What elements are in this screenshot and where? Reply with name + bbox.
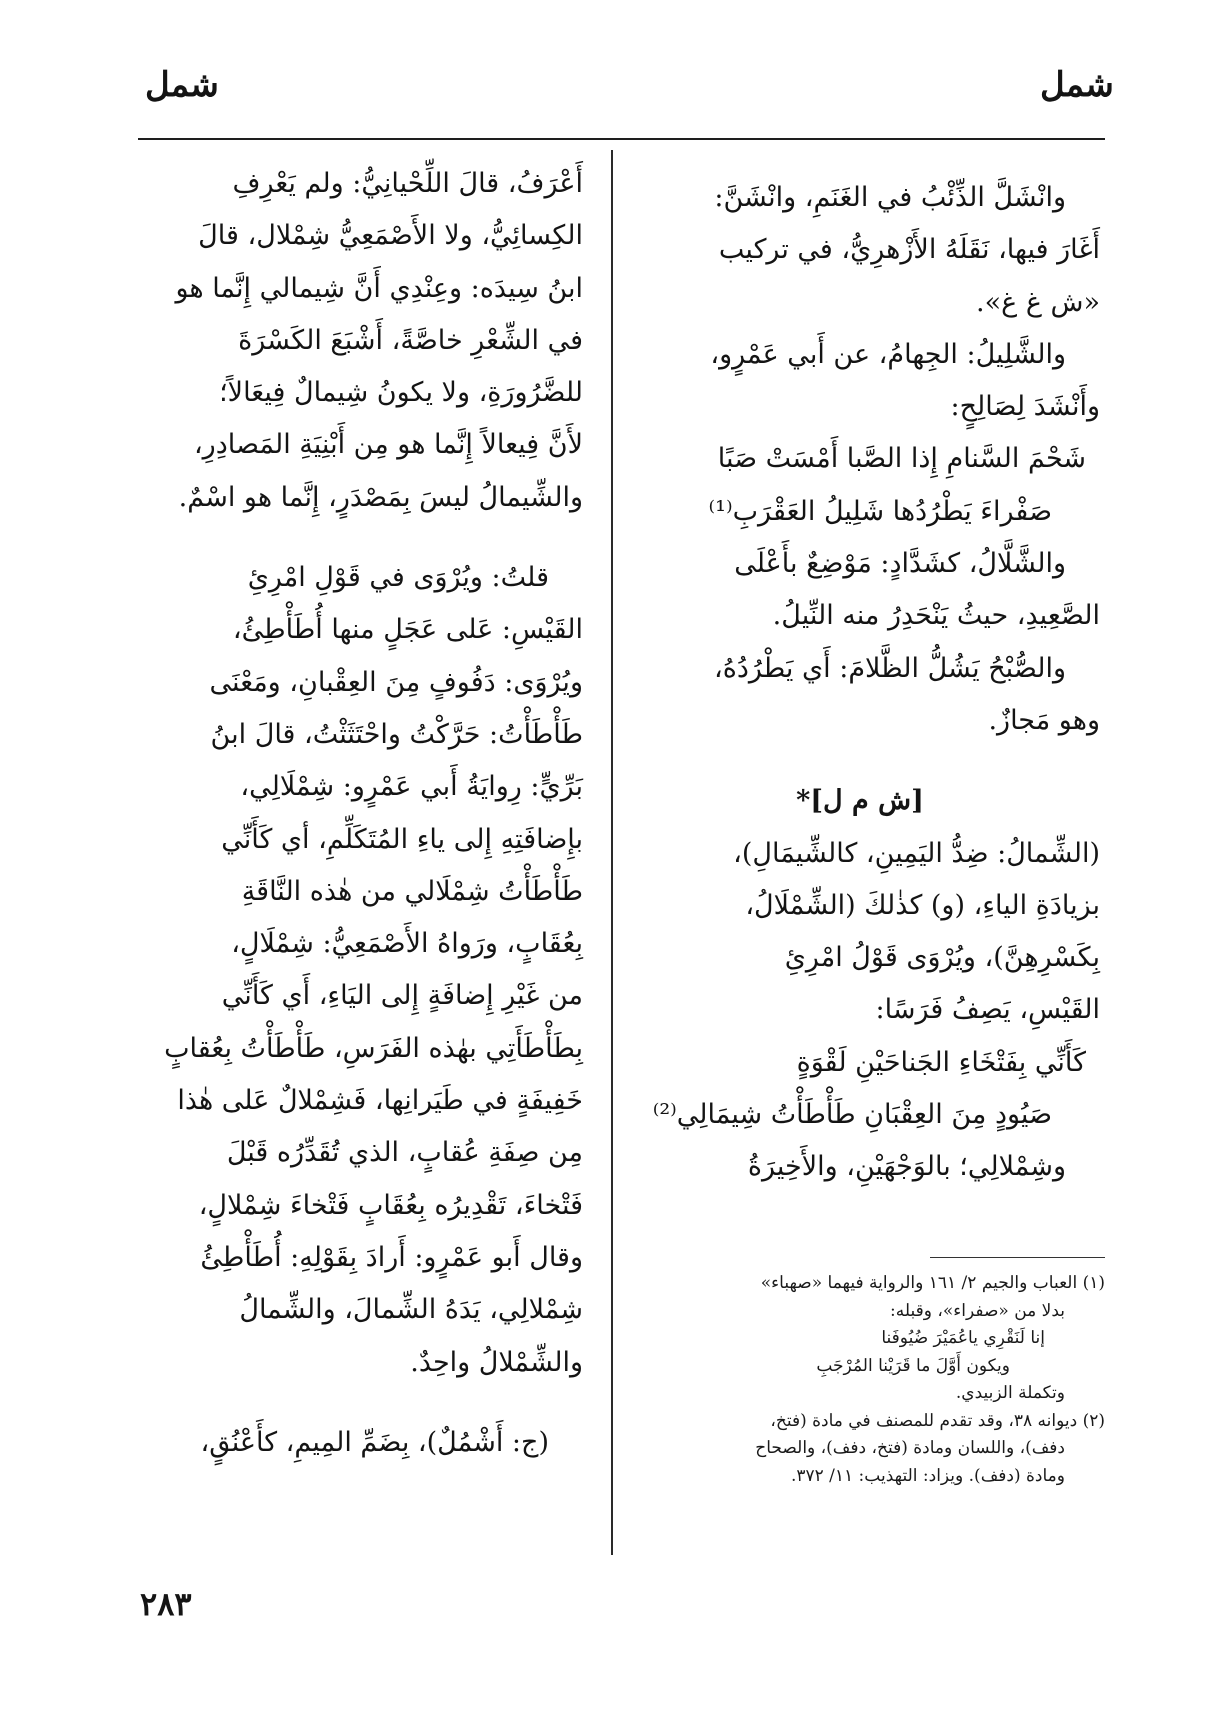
page-number: ٢٨٣: [140, 1585, 192, 1623]
text-line: (ج: أَشْمُلٌ)، بِضَمِّ المِيمِ، كأَعْنُقٍ،: [200, 1426, 549, 1458]
footnote-verse: إنا لَنَقْرِي ياعُمَيْرَ ضُيُوفَنا: [881, 1328, 1045, 1348]
text-line: بإِضافَتِهِ إِلى ياءِ المُتَكَلِّمِ، أي كَأَنِّي: [221, 823, 583, 855]
text-line: الكِسائِيُّ، ولا الأَصْمَعِيُّ شِمْلال، قالَ: [198, 220, 583, 252]
text-line: أَعْرَفُ، قالَ اللِّحْيانِيُّ: ولم يَعْرِفِ: [232, 168, 583, 199]
text-line: طَأْطَأْتُ: حَرَّكْتُ واحْتَثَثْتُ، قالَ ابنُ: [210, 718, 583, 750]
text-line: خَفِيفَةٍ في طَيَرانِها، فَشِمْلالٌ عَلى هٰذا: [177, 1085, 583, 1117]
footnote-line: (١) العباب والجيم ٢/ ١٦١ والرواية فيهما «صهباء»: [760, 1273, 1105, 1293]
text-line: بزيادَةِ الياءِ، (و) كذٰلكَ (الشِّمْلَالُ،: [745, 889, 1100, 921]
text-line: قلتُ: ويُرْوَى في قَوْلِ امْرِئِ: [247, 562, 549, 594]
text-line: وانْشَلَّ الذِّئْبُ في الغَنَمِ، وانْشَنَّ:: [714, 182, 1066, 213]
footnote-verse: ويكون أَوَّلَ ما قَرَيْنا المُرْجَبِ: [816, 1355, 1010, 1376]
text-line: بَرِّيٍّ: رِوايَةُ أَبي عَمْرٍو: شِمْلَالِي،: [240, 771, 583, 803]
text-line: ويُرْوَى: دَفُوفٍ مِنَ العِقْبانِ، ومَعْنَى: [209, 666, 583, 698]
right-column: [652, 172, 1100, 1194]
text-line: في الشِّعْرِ خاصَّةً، أَشْبَعَ الكَسْرَةَ: [238, 324, 583, 356]
footnote-line: ومادة (دفف). ويزاد: التهذيب: ١١/ ٣٧٢.: [790, 1465, 1065, 1486]
running-head-left: شمل: [145, 65, 219, 105]
text-line: القَيْسِ: عَلى عَجَلٍ منها أُطَأْطِئُ،: [232, 614, 583, 646]
text-line: بِطَأْطَأَتِي بهٰذه الفَرَسِ، طَأْطَأْتُ بِعُقابٍ: [164, 1032, 583, 1064]
running-head-right: شمل: [1040, 65, 1114, 105]
left-column: [138, 158, 583, 1469]
text-line: وهو مَجازٌ.: [988, 704, 1100, 736]
text-line: شِمْلالِي، يَدَهُ الشِّمالَ، والشِّمالُ: [239, 1294, 583, 1326]
verse-line: كَأَنِّي بِفَتْخَاءِ الجَناحَيْنِ لَقْوَةٍ: [796, 1046, 1086, 1078]
footnotes: [660, 1270, 1105, 1490]
text-line: وشِمْلالِي؛ بالوَجْهَيْنِ، والأَخِيرَةُ: [747, 1151, 1066, 1183]
text-line: والشَّلَّالُ، كشَدَّادٍ: مَوْضِعٌ بأَعْلَى: [734, 548, 1066, 580]
text-line: للضَّرُورَةِ، ولا يكونُ شِيمالٌ فِيعَالاً؛: [219, 377, 583, 409]
verse-line: صَيُودٍ مِنَ العِقْبَانِ طَأْطَأْتُ شِيمَالِي⁽²⁾: [652, 1099, 1052, 1131]
text-line: مِن صِفَةِ عُقابٍ، الذي تُقَدِّرُه قَبْلَ: [226, 1137, 583, 1169]
column-divider: [611, 150, 613, 1555]
text-line: طَأْطَأْتُ شِمْلَالي من هٰذه النَّاقَةِ: [241, 875, 583, 907]
text-line: لأَنَّ فِيعالاً إِنَّما هو مِن أَبْنِيَةِ المَصادِرِ،: [193, 429, 583, 461]
footnote-rule: [930, 1257, 1105, 1258]
text-line: والشِّمْلالُ واحِدٌ.: [410, 1346, 583, 1378]
text-line: بِعُقَابٍ، ورَواهُ الأَصْمَعِيُّ: شِمْلَالٍ،: [231, 928, 583, 960]
text-line: من غَيْرِ إِضافَةٍ إِلى اليَاءِ، أَي كَأَنِّي: [221, 980, 583, 1012]
entry-heading: [ش م ل]*: [796, 785, 924, 817]
footnote-line: (٢) ديوانه ٣٨، وقد تقدم للمصنف في مادة (فتخ،: [770, 1410, 1105, 1431]
text-line: (الشِّمالُ: ضِدُّ اليَمِينِ، كالشِّيمَالِ)،: [733, 837, 1100, 869]
verse-line: شَحْمَ السَّنامِ إِذا الصَّبا أَمْسَتْ صَبًا: [717, 443, 1086, 475]
footnote-line: دفف)، واللسان ومادة (فتخ، دفف)، والصحاح: [755, 1438, 1065, 1458]
text-line: والشَّلِيلُ: الجِهامُ، عن أَبي عَمْرٍو،: [710, 338, 1066, 370]
text-line: والصُّبْحُ يَشُلُّ الظَّلامَ: أَي يَطْرُدُهُ،: [713, 652, 1066, 684]
footnote-line: بدلا من «صفراء»، وقبله:: [890, 1300, 1065, 1321]
text-line: القَيْسِ، يَصِفُ فَرَسًا:: [875, 994, 1100, 1026]
text-line: والشِّيمالُ ليسَ بِمَصْدَرٍ، إِنَّما هو اسْمٌ.: [178, 481, 583, 513]
text-line: الصَّعِيدِ، حيثُ يَنْحَدِرُ منه النِّيلُ.: [772, 600, 1100, 632]
text-line: فَتْخاءَ، تَقْدِيرُه بِعُقَابٍ فَتْخاءَ شِمْلالٍ،: [198, 1189, 583, 1221]
text-line: وأَنْشَدَ لِصَالِحٍ:: [950, 391, 1100, 423]
text-line: أَغَارَ فيها، نَقَلَهُ الأَزْهرِيُّ، في تركيب: [718, 234, 1100, 266]
verse-line: صَفْراءَ يَطْرُدُها شَلِيلُ العَقْرَبِ⁽¹⁾: [708, 495, 1052, 527]
text-line: وقال أَبو عَمْرٍو: أَرادَ بِقَوْلِهِ: أُطَأْطِئُ: [200, 1241, 583, 1273]
footnote-line: وتكملة الزبيدي.: [955, 1383, 1065, 1403]
text-line: ابنُ سِيدَه: وعِنْدِي أَنَّ شِيمالي إِنَّما هو: [175, 272, 583, 304]
text-line: بِكَسْرِهِنَّ)، ويُرْوَى قَوْلُ امْرِئِ: [784, 942, 1100, 974]
header-rule: [138, 138, 1105, 140]
text-line: «ش غ غ».: [976, 286, 1100, 318]
